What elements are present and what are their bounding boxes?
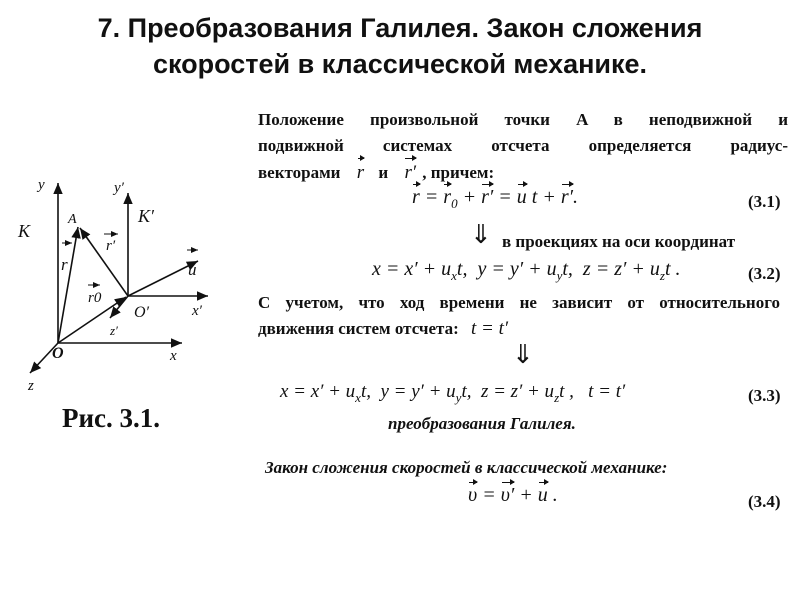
p1-line3-c: , причем: <box>422 163 495 182</box>
equation-3-2-number: (3.2) <box>748 264 781 283</box>
paragraph-position <box>258 107 788 159</box>
p1-line3-b: и <box>378 163 389 182</box>
label-K-prime: K′ <box>138 206 154 226</box>
slide-title <box>0 10 800 82</box>
label-x-prime: x′ <box>192 303 202 319</box>
down-arrow-1: ⇓ <box>470 220 492 249</box>
figure-caption: Рис. 3.1. <box>62 403 161 433</box>
equation-3-1-number: (3.1) <box>748 192 781 211</box>
equation-3-3: $x = x' + u_xt$, $y = y' + u_yt$, $z = z' + u_zt$ , t = t′ <box>280 381 626 405</box>
p2-line2-text: движения систем отсчета: <box>258 319 459 338</box>
down-arrow-2: ⇓ <box>512 340 534 369</box>
label-O-prime: O′ <box>134 304 150 321</box>
label-r-prime: r′ <box>106 238 116 254</box>
p1-line3-a: векторами <box>258 163 341 182</box>
label-K: K <box>18 221 31 241</box>
title-line-1: 7. Преобразования Галилея. Закон сложения <box>97 13 703 43</box>
velocity-addition-law-title: Закон сложения скоростей в классической механике: <box>265 458 668 477</box>
label-y: y <box>38 177 45 193</box>
galileo-transformations-label: преобразования Галилея. <box>388 414 576 433</box>
p1-line1: Положение произвольной точки A в неподвижной и <box>258 110 788 129</box>
label-u: u <box>188 260 197 279</box>
r-vector <box>58 227 78 343</box>
equation-3-4-number: (3.4) <box>748 492 781 511</box>
label-x: x <box>170 348 177 364</box>
label-r: r <box>61 255 68 274</box>
label-y-prime: y′ <box>114 180 124 196</box>
equation-3-1: $r = r_0 + r' = u$ t + r′. <box>412 186 578 211</box>
p2-line1: С учетом, что ход времени не зависит от относительного <box>258 293 780 312</box>
label-A: A <box>68 212 77 227</box>
equation-3-4: υ = υ′ + u . <box>468 484 558 506</box>
title-line-2: скоростей в классической механике. <box>152 49 648 79</box>
equation-3-3-number: (3.3) <box>748 386 781 405</box>
label-r0: r0 <box>88 290 102 306</box>
r-prime-vector-symbol: r′ <box>404 162 416 183</box>
z-prime-axis <box>110 296 128 318</box>
equation-3-2: $x = x' + u_xt$, $y = y' + u_yt$, $z = z' + u_zt$ . <box>372 258 681 283</box>
r-vector-symbol: r <box>357 162 364 183</box>
p1-line3 <box>258 160 494 186</box>
p1-line2: подвижной системах отсчета определяется радиус- <box>258 136 788 155</box>
r-prime-vector <box>80 228 128 296</box>
label-O: O <box>52 345 64 362</box>
p2-line2 <box>258 316 508 342</box>
label-z-prime: z′ <box>110 323 118 338</box>
label-z: z <box>28 378 34 394</box>
coordinate-systems-diagram <box>10 165 225 400</box>
time-equality: t = t′ <box>471 318 509 339</box>
projections-text: в проекциях на оси координат <box>502 232 736 251</box>
